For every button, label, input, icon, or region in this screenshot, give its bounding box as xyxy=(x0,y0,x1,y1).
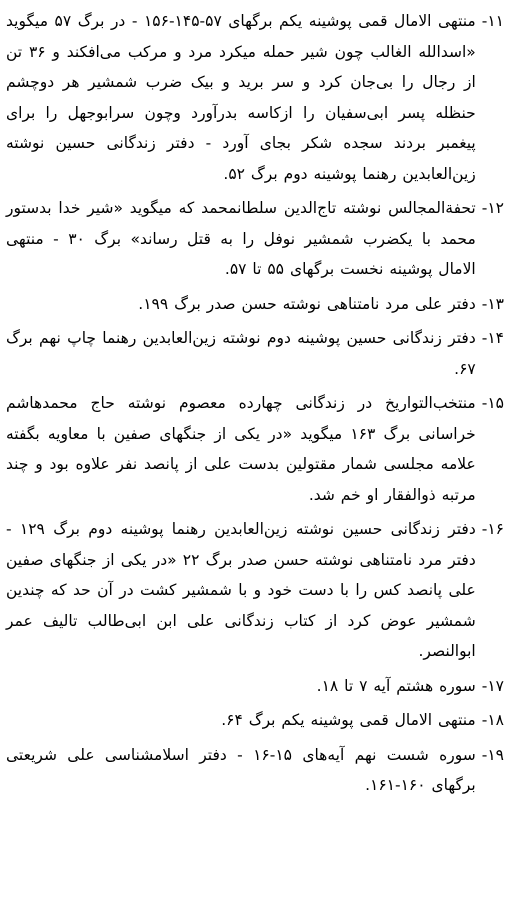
footnote-number: ۱۹- xyxy=(481,745,504,764)
footnote-number: ۱۶- xyxy=(481,520,504,538)
footnote-12 xyxy=(6,193,504,285)
footnote-18 xyxy=(6,705,504,736)
footnote-text: منتخب‌التواریخ در زندگانی چهارده معصوم نوشته حاج محمدهاشم خراسانی برگ ۱۶۳ میگوید «در یکی از جنگهای صفین با معاویه بگفته علامه مجلسی شمار مقتولین بدست علی از پانصد نفر علاوه بود و چند مرتبه ذوالفقار او خم شد. xyxy=(6,394,476,504)
footnote-text: دفتر علی مرد نامتناهی نوشته حسن صدر برگ ۱۹۹. xyxy=(138,294,476,313)
footnote-number: ۱۵- xyxy=(481,394,504,412)
footnote-number: ۱۸- xyxy=(481,711,504,729)
footnote-19 xyxy=(6,740,504,801)
footnote-text: تحفة‌المجالس نوشته تاج‌الدین سلطانمحمد که میگوید «شیر خدا بدستور محمد با یکضرب شمشیر نوفل را به قتل رساند» برگ ۳۰ - منتهی الامال پوشینه نخست برگهای ۵۵ تا ۵۷. xyxy=(6,199,476,278)
footnote-text: منتهی الامال قمی پوشینه یکم برگهای ۵۷-۱۴۵-۱۵۶ - در برگ ۵۷ میگوید «اسدالله الغالب چون شیر حمله میکرد مرد و مرکب می‌افکند و ۳۶ تن از رجال را بی‌جان کرد و سر برید و بیک ضرب شمشیر هر دوچشم حنظله پسر ابی‌سفیان را ازکاسه بدرآورد وچون سرابوجهل را برای پیغمبر بردند سجده شکر بجای آورد - دفتر زندگانی حسین نوشته زین‌العابدین رهنما پوشینه دوم برگ ۵۲. xyxy=(6,12,476,183)
footnote-number: ۱۷- xyxy=(481,676,504,695)
footnote-text: دفتر زندگانی حسین نوشته زین‌العابدین رهنما پوشینه دوم برگ ۱۲۹ - دفتر مرد نامتناهی نوشته حسن صدر برگ ۲۲ «در یکی از جنگهای صفین علی پانصد کس را با دست خود و با شمشیر کشت در آن حد که چندین شمشیر عوض کرد از کتاب زندگانی علی ابن ابی‌طالب تالیف عمر ابوالنصر. xyxy=(6,520,476,660)
footnote-16 xyxy=(6,514,504,667)
footnote-14 xyxy=(6,323,504,384)
footnote-13 xyxy=(6,289,504,320)
footnote-text: سوره هشتم آیه ۷ تا ۱۸. xyxy=(316,676,476,695)
footnote-15 xyxy=(6,388,504,510)
footnote-text: سوره شست نهم آیه‌های ۱۵-۱۶ - دفتر اسلامشناسی علی شریعتی برگهای ۱۶۰-۱۶۱. xyxy=(6,745,476,794)
footnote-number: ۱۴- xyxy=(481,329,504,347)
footnote-number: ۱۲- xyxy=(481,199,504,217)
footnote-11 xyxy=(6,6,504,189)
footnote-17 xyxy=(6,671,504,702)
footnote-number: ۱۳- xyxy=(481,294,504,313)
footnote-text: دفتر زندگانی حسین پوشینه دوم نوشته زین‌العابدین رهنما چاپ نهم برگ ۶۷. xyxy=(6,329,476,378)
footnote-number: ۱۱- xyxy=(481,12,504,30)
footnote-text: منتهی الامال قمی پوشینه یکم برگ ۶۴. xyxy=(221,711,476,729)
